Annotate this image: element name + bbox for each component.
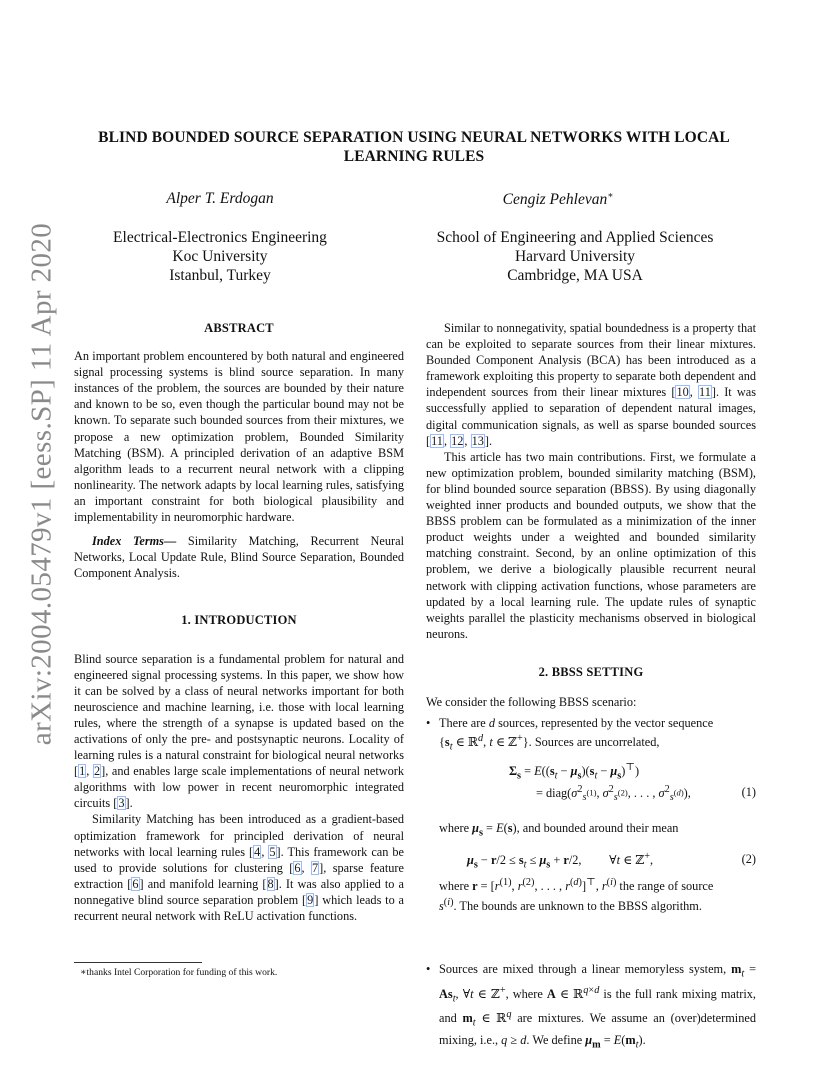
citation-link[interactable]: 1: [79, 764, 86, 779]
intro-paragraph-2: Similarity Matching has been introduced as a gradient-based optimization framework for principled derivation of neural networks with local learning rules [4, 5]. This framework can be used to provide solutions for clustering [6, 7], sparse feature extraction [6] and manifold learning [8]. It was also applied to a nonnegative blind source separation problem [9] which leads to a recurrent neural network with ReLU activation functions.: [74, 812, 405, 923]
citation-link[interactable]: 11: [431, 433, 443, 448]
citation-link[interactable]: 2: [93, 764, 101, 779]
citation-link[interactable]: 5: [269, 844, 276, 859]
introduction-heading: 1. INTRODUCTION: [181, 613, 297, 628]
abstract-heading: ABSTRACT: [204, 321, 274, 335]
right-column: [426, 320, 756, 1053]
citation-link[interactable]: 4: [254, 844, 261, 859]
equation-1-number: (1): [741, 784, 756, 799]
bullet-icon: •: [426, 716, 431, 731]
author-2-name: Cengiz Pehlevan: [502, 191, 608, 209]
citation-link[interactable]: 7: [312, 860, 319, 875]
citation-link[interactable]: 6: [132, 876, 139, 891]
paper-title: [60, 128, 768, 166]
title-line-2: LEARNING RULES: [343, 148, 485, 165]
affiliation-line: Harvard University: [514, 248, 636, 265]
footnote-rule: [74, 962, 202, 963]
index-terms: [74, 533, 404, 581]
contributions-paragraph: This article has two main contributions. First, we formulate a new optimization problem, bounded similarity matching (BSM), for blind bounded source separation (BBSS). By using diagonally weighted inner products and bounded outputs, we show that the BBSS problem can be formulated as a minimization of the inner product weights under a weighted and bounded similarity matching constraint. Second, by an online optimization of this problem, we derive a biologically plausible recurrent neural network with clipping activation functions, whose parameters are updated by a local learning rule. The update rules of synaptic weights parallel the plasticity mechanisms observed in biological neurons.: [426, 449, 756, 641]
citation-link[interactable]: 13: [471, 433, 484, 448]
author-2-footnote-mark: ∗: [607, 190, 614, 200]
affiliation-line: School of Engineering and Applied Sciences: [436, 229, 714, 246]
author-2-affiliation: [410, 228, 740, 285]
index-terms-label: Index Terms—: [92, 534, 177, 549]
index-terms-text: Similarity Matching, Recurrent Neural Networks, Local Update Rule, Blind Source Separation, Bounded Component Analysis.: [74, 534, 405, 581]
citation-link[interactable]: 10: [676, 385, 689, 400]
bbss-assumption-list: [426, 715, 756, 1053]
abstract-text: An important problem encountered by both natural and engineered signal processing systems is blind source separation. In many instances of the problem, the sources are bounded by their nature and known to be so, even though the particular bound may not be known. To separate such bounded sources from their mixtures, we propose a new optimization problem, Bounded Similarity Matching (BSM). A principled derivation of an adaptive BSM algorithm leads to a recurrent neural network with a clipping nonlinearity. The network adapts by local learning rules, satisfying an important constraint for both biological plausibility and implementability in neuromorphic hardware.: [74, 349, 404, 525]
footnote: ∗thanks Intel Corporation for funding of this work.: [80, 967, 278, 978]
equation-2-number: (2): [741, 852, 756, 867]
assumption-sources: • There are d sources, represented by the vector sequence {$s_t$ ∈ ℝ$^d$, t ∈ ℤ+}. Sources are uncorrelated, $\Sigma_s = E((s_t - \mu_s)(s_t - \mu_s)^⊤)$ = $diag(\sigma^2_{s^{(1)}}$, $\sigma^2_{s^{(2)}}$, . . . , $\sigma^2_{s^{(d)}}$), (1) where $\mu_s = E(s)$, and bounded around their mean $\mu_s - r/2 \le s_t \le \mu_s + r/2$, ∀t ∈ ℤ+, (2) where $r = [r^{(1)}$, $r^{(2)}$, . . . , $r^{(d)}]^⊤$, $r^{(i)}$ the range of source $s^{(i)}$. The bounds are unknown to the BBSS algorithm.: [426, 716, 756, 913]
citation-link[interactable]: 8: [267, 876, 274, 891]
citation-link[interactable]: 12: [451, 433, 464, 448]
equation-1: $\Sigma_s = E((s_t - \mu_s)(s_t - \mu_s)^⊤)$ = $diag(\sigma^2_{s^{(1)}}$, $\sigma^2_{s^{(2)}}$, . . . , $\sigma^2_{s^{(d)}}$), (1): [509, 761, 756, 804]
affiliation-line: Cambridge, MA USA: [507, 267, 643, 284]
arxiv-identifier: arXiv:2004.05479v1 [eess.SP] 11 Apr 2020: [25, 222, 58, 746]
bbss-intro-text: We consider the following BBSS scenario:: [426, 694, 637, 709]
bca-paragraph: Similar to nonnegativity, spatial boundedness is a property that can be exploited to separate sources from their linear mixtures. Bounded Component Analysis (BCA) has been introduced as a framework exploiting this property to separate both dependent and independent sources from their linear mixtures [10, 11]. It was successfully applied to separation of dependent natural images, digital communication signals, as well as sparse bounded sources [11, 12, 13].: [426, 321, 756, 448]
bbss-setting-heading: 2. BBSS SETTING: [538, 664, 644, 679]
intro-paragraph-1: Blind source separation is a fundamental problem for natural and engineered signal processing systems. In this paper, we show how it can be solved by a class of neural networks important for both neuroscience and machine learning, i.e. those with local learning rules, where the strength of a synapse is updated based on the activations of only the pre- and postsynaptic neurons. Locality of learning rules is a natural constraint for biological neural networks [1, 2], and enables large scale implementations of neural network algorithms with low power in recent neuromorphic integrated circuits [3].: [74, 651, 405, 811]
author-1-name: Alper T. Erdogan: [166, 190, 274, 207]
equation-2: $\mu_s - r/2 \le s_t \le \mu_s + r/2$, ∀t ∈ ℤ+, (2): [467, 851, 756, 871]
author-1-affiliation: [70, 228, 370, 285]
affiliation-line: Istanbul, Turkey: [169, 267, 271, 284]
citation-link[interactable]: 9: [307, 892, 314, 907]
citation-link[interactable]: 11: [699, 385, 711, 400]
author-2: [458, 190, 658, 209]
affiliation-line: Electrical-Electronics Engineering: [113, 229, 327, 246]
left-column: [74, 320, 404, 924]
citation-link[interactable]: 6: [294, 860, 301, 875]
bullet-icon: •: [426, 962, 431, 977]
title-line-1: BLIND BOUNDED SOURCE SEPARATION USING NEURAL NETWORKS WITH LOCAL: [98, 129, 730, 146]
assumption-mixing: • Sources are mixed through a linear memoryless system, $m_t = As_t$, ∀t ∈ ℤ+, where A ∈ ℝ$^{q\times d}$ is the full rank mixing matrix, and $m_t$ ∈ ℝ$^q$ are mixtures. We assume an (over)determined mixing, i.e., q ≥ d. We define $\mu_m = E(m_t)$.: [426, 962, 757, 1051]
citation-link[interactable]: 3: [118, 796, 125, 811]
affiliation-line: Koc University: [172, 248, 268, 265]
